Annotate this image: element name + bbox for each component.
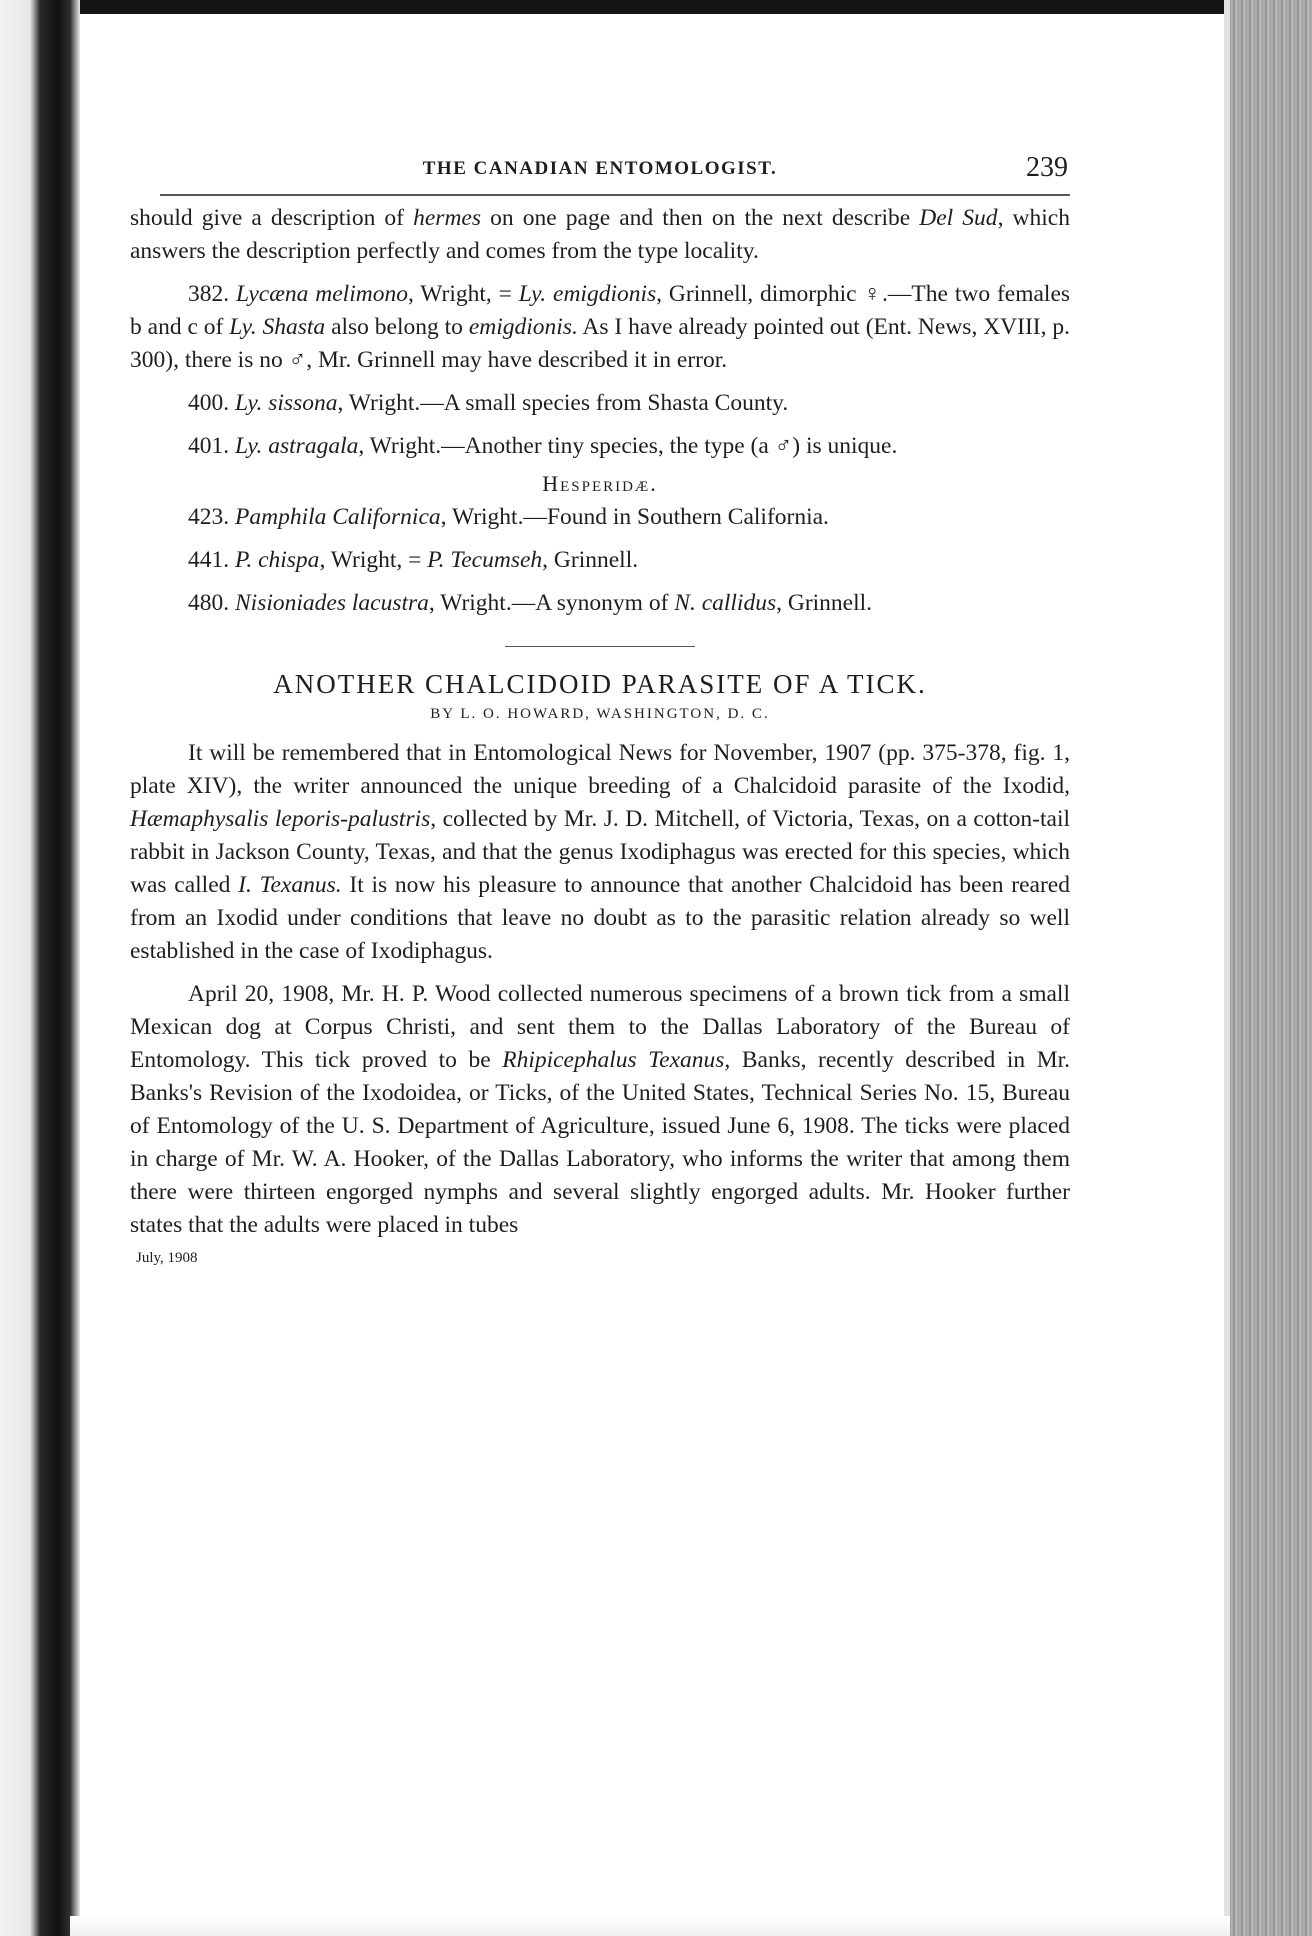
issue-date-footer: July, 1908 (136, 1250, 198, 1266)
article-paragraph-2: April 20, 1908, Mr. H. P. Wood collected numerous specimens of a brown tick from a small Mexican dog at Corpus Christi, and sent them to the Dallas Laboratory of the Bureau of Entomology. This tick proved to be Rhipicephalus Texanus, Banks, recently described in Mr. Banks's Revision of the Ixodoidea, or Ticks, of the United States, Technical Series No. 15, Bureau of Entomology of the U. S. Department of Agriculture, issued June 6, 1908. The ticks were placed in charge of Mr. W. A. Hooker, of the Dallas Laboratory, who informs the writer that among them there were thirteen engorged nymphs and several slightly engorged adults. Mr. Hooker further states that the adults were placed in tubes (130, 981, 1071, 1238)
header-rule (160, 194, 1070, 196)
entry-401: 401. Ly. astragala, Wright.—Another tiny species, the type (a ♂) is unique. (188, 433, 898, 459)
article-byline: BY L. O. HOWARD, WASHINGTON, D. C. (430, 706, 770, 722)
entry-441: 441. P. chispa, Wright, = P. Tecumseh, Grinnell. (188, 547, 639, 573)
entry-423: 423. Pamphila Californica, Wright.—Found in Southern California. (188, 504, 829, 530)
intro-paragraph: should give a description of hermes on one page and then on the next describe Del Sud, which answers the description perfectly and comes from the type locality. (130, 205, 1070, 264)
article-title: ANOTHER CHALCIDOID PARASITE OF A TICK. (273, 669, 927, 699)
section-divider (505, 646, 695, 647)
entry-382: 382. Lycæna melimono, Wright, = Ly. emigdionis, Grinnell, dimorphic ♀.—The two females b and c of Ly. Shasta also belong to emigdionis. As I have already pointed out (Ent. News, XVIII, p. 300), there is no ♂, Mr. Grinnell may have described it in error. (130, 281, 1071, 373)
entry-400: 400. Ly. sissona, Wright.—A small species from Shasta County. (188, 390, 789, 416)
book-page-stack-edge (1230, 0, 1312, 1936)
scan-top-edge (0, 0, 1312, 14)
page-number: 239 (1026, 152, 1068, 183)
page-bottom-shadow (70, 1916, 1230, 1936)
running-title: THE CANADIAN ENTOMOLOGIST. (422, 158, 778, 179)
running-head (130, 140, 1070, 186)
book-page (130, 140, 1070, 1267)
section-heading-hesperidae: Hesperidæ. (542, 471, 658, 496)
book-spine-edge (0, 0, 80, 1936)
entry-480: 480. Nisioniades lacustra, Wright.—A synonym of N. callidus, Grinnell. (188, 590, 873, 616)
article-paragraph-1: It will be remembered that in Entomological News for November, 1907 (pp. 375-378, fig. 1, plate XIV), the writer announced the unique breeding of a Chalcidoid parasite of the Ixodid, Hæmaphysalis leporis-palustris, collected by Mr. J. D. Mitchell, of Victoria, Texas, on a cotton-tail rabbit in Jackson County, Texas, and that the genus Ixodiphagus was erected for this species, which was called I. Texanus. It is now his pleasure to announce that another Chalcidoid has been reared from an Ixodid under conditions that leave no doubt as to the parasitic relation already so well established in the case of Ixodiphagus. (130, 740, 1070, 964)
